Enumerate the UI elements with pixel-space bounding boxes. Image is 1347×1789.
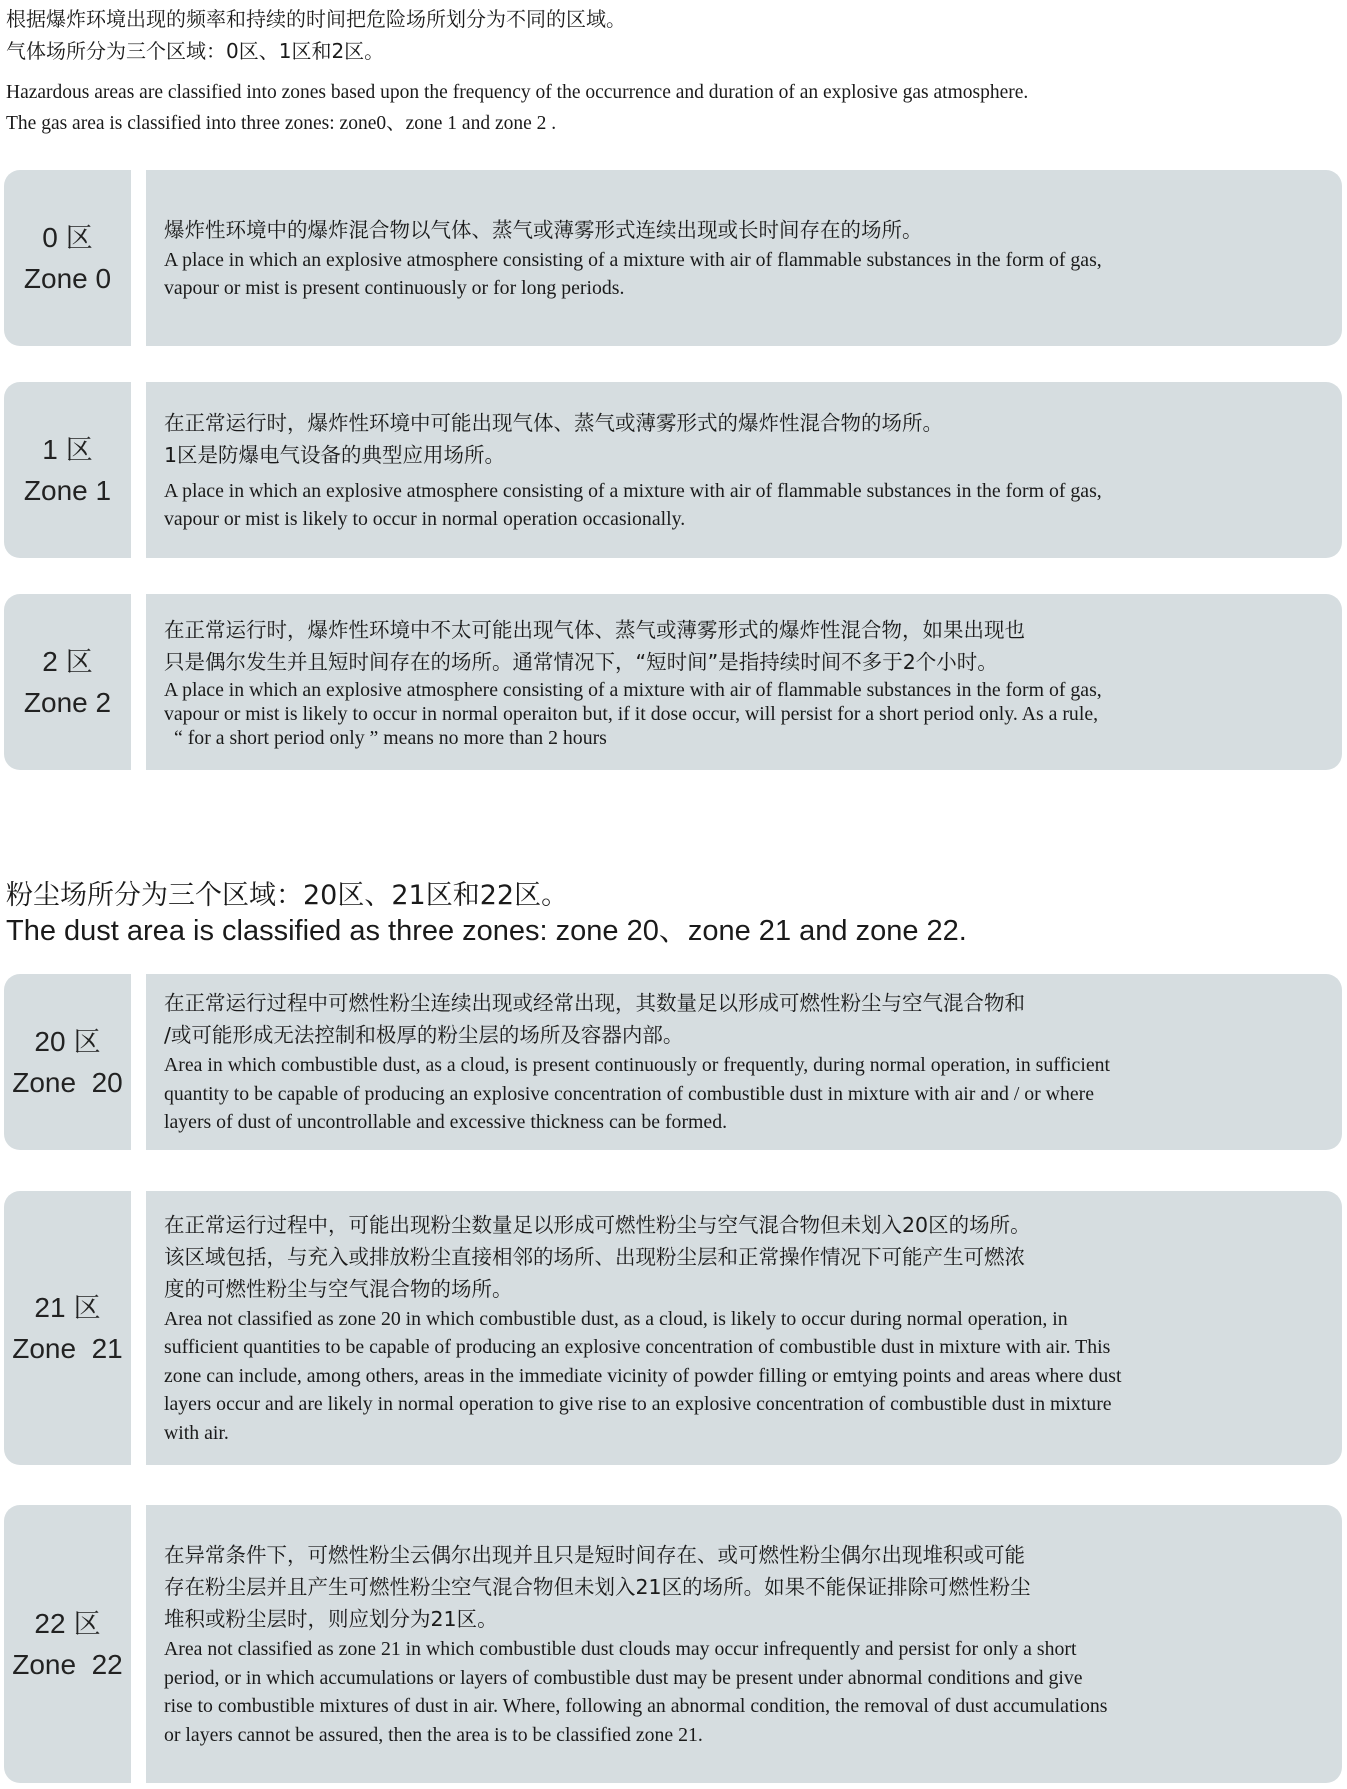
desc-en-line: layers of dust of uncontrollable and excessive thickness can be formed. — [164, 1111, 728, 1134]
zone-en-label: Zone 21 — [12, 1332, 123, 1364]
desc-en-line: quantity to be capable of producing an explosive concentration of combustible dust in mixture with air and / or where — [164, 1082, 1095, 1105]
desc-en-line: A place in which an explosive atmosphere consisting of a mixture with air of flammable substances in the form of gas, — [164, 679, 1102, 701]
zone-zh-char: 区 — [73, 1292, 101, 1324]
zone-label-box — [4, 170, 131, 346]
zone-row-21 — [4, 1191, 1342, 1465]
zone-description — [146, 382, 1342, 558]
zone-zh-char: 区 — [73, 1608, 101, 1640]
zone-row-1 — [4, 382, 1342, 558]
desc-zh-line: 爆炸性环境中的爆炸混合物以气体、蒸气或薄雾形式连续出现或长时间存在的场所。 — [164, 217, 923, 242]
desc-zh-line: 度的可燃性粉尘与空气混合物的场所。 — [164, 1276, 513, 1301]
desc-en-line: Area not classified as zone 21 in which combustible dust clouds may occur infrequently and persist for only a short — [164, 1638, 1077, 1660]
desc-en-line: A place in which an explosive atmosphere consisting of a mixture with air of flammable substances in the form of gas, — [164, 479, 1102, 502]
desc-zh-line: 在正常运行过程中可燃性粉尘连续出现或经常出现，其数量足以形成可燃性粉尘与空气混合物和 — [164, 991, 1025, 1016]
desc-en-line: or layers cannot be assured, then the area is to be classified zone 21. — [164, 1723, 703, 1746]
zone-row-0 — [4, 170, 1342, 346]
zone-description — [146, 974, 1342, 1150]
desc-zh-line: 在异常条件下，可燃性粉尘云偶尔出现并且只是短时间存在、或可燃性粉尘偶尔出现堆积或可能 — [164, 1543, 1025, 1567]
zone-description — [146, 170, 1342, 346]
zone-number: 0 — [42, 221, 58, 253]
desc-zh-line: 只是偶尔发生并且短时间存在的场所。通常情况下，“短时间”是指持续时间不多于2个小时。 — [164, 650, 998, 674]
zone-row-22 — [4, 1505, 1342, 1783]
zone-en-label: Zone 0 — [23, 262, 112, 294]
desc-en-line: A place in which an explosive atmosphere consisting of a mixture with air of flammable substances in the form of gas, — [164, 248, 1102, 271]
desc-en-line: period, or in which accumulations or layers of combustible dust may be present under abnormal conditions and give — [164, 1666, 1083, 1689]
zone-zh-char: 区 — [65, 646, 93, 678]
zone-zh-char: 区 — [65, 434, 93, 466]
desc-zh-line: 1区是防爆电气设备的典型应用场所。 — [164, 442, 506, 467]
intro-en-line-2: The gas area is classified into three zones: zone0、zone 1 and zone 2 . — [6, 113, 557, 134]
desc-en-line: vapour or mist is present continuously or for long periods. — [164, 277, 625, 299]
zone-label-box — [4, 594, 131, 770]
zone-en-label: Zone 20 — [12, 1066, 123, 1098]
desc-zh-line: 存在粉尘层并且产生可燃性粉尘空气混合物但未划入21区的场所。如果不能保证排除可燃性粉尘 — [164, 1575, 1031, 1599]
desc-en-line: zone can include, among others, areas in the immediate vicinity of powder filling or emtying points and areas where dust — [164, 1364, 1122, 1387]
desc-en-line: Area in which combustible dust, as a cloud, is present continuously or frequently, during normal operation, in sufficient — [164, 1054, 1110, 1077]
dust-section-zh-title: 粉尘场所分为三个区域：20区、21区和22区。 — [6, 880, 569, 911]
intro-zh-line-1: 根据爆炸环境出现的频率和持续的时间把危险场所划分为不同的区域。 — [6, 7, 626, 31]
desc-en-line: with air. — [164, 1421, 229, 1444]
zone-en-label: Zone 2 — [23, 686, 112, 718]
zone-row-2 — [4, 594, 1342, 770]
desc-en-line: sufficient quantities to be capable of producing an explosive concentration of combustible dust in mixture with air. This — [164, 1336, 1111, 1359]
dust-section-en-title: The dust area is classified as three zones: zone 20、zone 21 and zone 22. — [6, 915, 967, 947]
desc-en-line: Area not classified as zone 20 in which combustible dust, as a cloud, is likely to occur during normal operation, in — [164, 1307, 1068, 1330]
desc-zh-line: /或可能形成无法控制和极厚的粉尘层的场所及容器内部。 — [164, 1023, 684, 1048]
desc-en-line: vapour or mist is likely to occur in normal operation occasionally. — [164, 508, 686, 530]
desc-zh-line: 该区域包括，与充入或排放粉尘直接相邻的场所、出现粉尘层和正常操作情况下可能产生可燃浓 — [164, 1244, 1025, 1269]
zone-number: 1 — [42, 433, 58, 465]
zone-label-box — [4, 382, 131, 558]
desc-en-line: “ for a short period only ” means no more than 2 hours — [174, 727, 607, 749]
desc-en-line: vapour or mist is likely to occur in normal operaiton but, if it dose occur, will persist for a short period only. As a rule, — [164, 703, 1099, 725]
desc-zh-line: 在正常运行时，爆炸性环境中可能出现气体、蒸气或薄雾形式的爆炸性混合物的场所。 — [164, 410, 943, 435]
zone-number: 2 — [42, 645, 58, 677]
zone-description — [146, 594, 1342, 770]
zone-description — [146, 1191, 1342, 1465]
zone-label-box — [4, 1191, 131, 1465]
desc-zh-line: 在正常运行过程中，可能出现粉尘数量足以形成可燃性粉尘与空气混合物但未划入20区的场所。 — [164, 1212, 1031, 1237]
desc-en-line: rise to combustible mixtures of dust in air. Where, following an abnormal condition, the removal of dust accumulations — [164, 1695, 1108, 1717]
zone-number: 21 — [34, 1291, 66, 1323]
zone-row-20 — [4, 974, 1342, 1150]
desc-zh-line: 堆积或粉尘层时，则应划分为21区。 — [164, 1607, 498, 1631]
zone-number: 22 — [34, 1607, 66, 1639]
zone-en-label: Zone 1 — [23, 474, 112, 506]
zone-zh-char: 区 — [73, 1026, 101, 1058]
intro-zh-line-2: 气体场所分为三个区域：0区、1区和2区。 — [6, 39, 385, 63]
zone-en-label: Zone 22 — [12, 1648, 123, 1680]
zone-label-box — [4, 1505, 131, 1783]
zone-zh-char: 区 — [65, 222, 93, 254]
zone-number: 20 — [34, 1025, 66, 1057]
zone-label-box — [4, 974, 131, 1150]
zone-description — [146, 1505, 1342, 1783]
intro-en-line-1: Hazardous areas are classified into zones based upon the frequency of the occurrence and duration of an explosive gas atmosphere. — [6, 82, 1029, 103]
desc-zh-line: 在正常运行时，爆炸性环境中不太可能出现气体、蒸气或薄雾形式的爆炸性混合物，如果出现也 — [164, 618, 1025, 642]
desc-en-line: layers occur and are likely in normal operation to give rise to an explosive concentration of combustible dust in mixture — [164, 1393, 1112, 1416]
